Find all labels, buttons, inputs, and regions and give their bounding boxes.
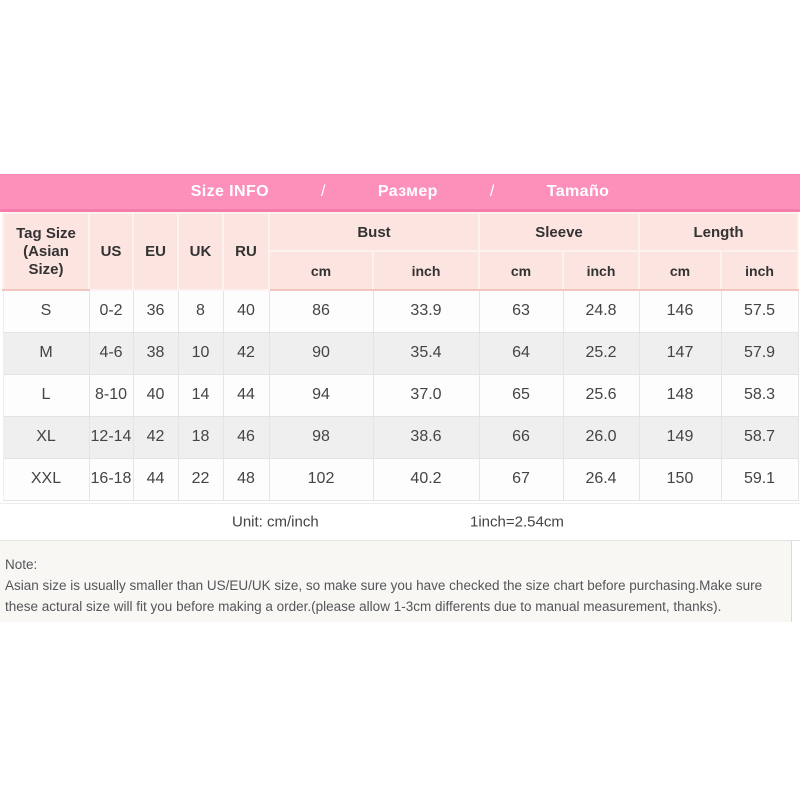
table-row-xl <box>3 416 798 458</box>
cell-uk: 14 <box>178 374 223 416</box>
note-title: Note: <box>5 557 38 572</box>
cell-us: 16-18 <box>89 458 133 500</box>
col-header-eu: EU <box>133 213 178 290</box>
col-header-bust-cm: cm <box>269 251 373 290</box>
cell-bust-cm: 90 <box>269 332 373 374</box>
cell-tag: XXL <box>3 458 89 500</box>
banner-separator-1: / <box>320 183 326 200</box>
note-body: Asian size is usually smaller than US/EU/UK size, so make sure you have checked the size chart before purchasing.Make sure these actural size will fit you before making a order.(please allow 1-3cm differents due to manual measurement, thanks). <box>5 578 763 614</box>
cell-us: 8-10 <box>89 374 133 416</box>
size-table <box>2 212 799 501</box>
col-header-bust-inch: inch <box>373 251 479 290</box>
unit-footer <box>0 503 800 541</box>
cell-length-cm: 150 <box>639 458 721 500</box>
cell-ru: 44 <box>223 374 269 416</box>
cell-length-cm: 149 <box>639 416 721 458</box>
col-header-us: US <box>89 213 133 290</box>
cell-uk: 18 <box>178 416 223 458</box>
cell-uk: 8 <box>178 290 223 332</box>
cell-length-inch: 57.9 <box>721 332 798 374</box>
col-header-tag-size <box>3 213 89 290</box>
cell-eu: 40 <box>133 374 178 416</box>
inch-conversion: 1inch=2.54cm <box>470 513 564 531</box>
cell-eu: 42 <box>133 416 178 458</box>
unit-label: Unit: cm/inch <box>232 513 319 531</box>
col-header-sleeve: Sleeve <box>479 213 639 251</box>
cell-us: 12-14 <box>89 416 133 458</box>
cell-bust-cm: 102 <box>269 458 373 500</box>
cell-bust-inch: 40.2 <box>373 458 479 500</box>
cell-eu: 44 <box>133 458 178 500</box>
cell-us: 0-2 <box>89 290 133 332</box>
tag-size-line1: Tag Size <box>16 224 76 242</box>
banner-title-ru: Размер <box>377 183 438 200</box>
cell-uk: 22 <box>178 458 223 500</box>
table-row-l <box>3 374 798 416</box>
cell-sleeve-cm: 66 <box>479 416 563 458</box>
cell-sleeve-inch: 25.6 <box>563 374 639 416</box>
banner-title-en: Size INFO <box>190 183 269 200</box>
cell-bust-cm: 94 <box>269 374 373 416</box>
cell-ru: 48 <box>223 458 269 500</box>
cell-length-inch: 58.7 <box>721 416 798 458</box>
cell-sleeve-cm: 65 <box>479 374 563 416</box>
cell-sleeve-cm: 63 <box>479 290 563 332</box>
col-header-sleeve-inch: inch <box>563 251 639 290</box>
col-header-bust: Bust <box>269 213 479 251</box>
cell-bust-inch: 35.4 <box>373 332 479 374</box>
col-header-length: Length <box>639 213 798 251</box>
table-row-m <box>3 332 798 374</box>
cell-sleeve-cm: 64 <box>479 332 563 374</box>
cell-ru: 40 <box>223 290 269 332</box>
col-header-ru: RU <box>223 213 269 290</box>
header-row-groups <box>3 213 798 251</box>
cell-ru: 42 <box>223 332 269 374</box>
cell-sleeve-inch: 26.0 <box>563 416 639 458</box>
cell-length-cm: 147 <box>639 332 721 374</box>
cell-sleeve-inch: 24.8 <box>563 290 639 332</box>
cell-length-cm: 148 <box>639 374 721 416</box>
cell-length-inch: 58.3 <box>721 374 798 416</box>
cell-eu: 38 <box>133 332 178 374</box>
col-header-uk: UK <box>178 213 223 290</box>
cell-length-inch: 59.1 <box>721 458 798 500</box>
cell-sleeve-inch: 26.4 <box>563 458 639 500</box>
cell-bust-cm: 98 <box>269 416 373 458</box>
cell-bust-inch: 38.6 <box>373 416 479 458</box>
title-banner <box>0 174 800 212</box>
cell-bust-inch: 37.0 <box>373 374 479 416</box>
cell-sleeve-cm: 67 <box>479 458 563 500</box>
table-row-xxl <box>3 458 798 500</box>
cell-uk: 10 <box>178 332 223 374</box>
cell-tag: XL <box>3 416 89 458</box>
cell-tag: S <box>3 290 89 332</box>
size-table-header <box>3 213 798 290</box>
size-table-body <box>3 290 798 500</box>
cell-us: 4-6 <box>89 332 133 374</box>
note-section <box>0 541 792 622</box>
cell-tag: L <box>3 374 89 416</box>
cell-ru: 46 <box>223 416 269 458</box>
tag-size-line2: (Asian Size) <box>23 242 69 278</box>
table-row-s <box>3 290 798 332</box>
banner-separator-2: / <box>489 183 495 200</box>
cell-eu: 36 <box>133 290 178 332</box>
cell-tag: M <box>3 332 89 374</box>
cell-length-cm: 146 <box>639 290 721 332</box>
cell-length-inch: 57.5 <box>721 290 798 332</box>
col-header-length-inch: inch <box>721 251 798 290</box>
banner-title-es: Tamaño <box>546 183 610 200</box>
col-header-length-cm: cm <box>639 251 721 290</box>
cell-sleeve-inch: 25.2 <box>563 332 639 374</box>
cell-bust-cm: 86 <box>269 290 373 332</box>
cell-bust-inch: 33.9 <box>373 290 479 332</box>
col-header-sleeve-cm: cm <box>479 251 563 290</box>
